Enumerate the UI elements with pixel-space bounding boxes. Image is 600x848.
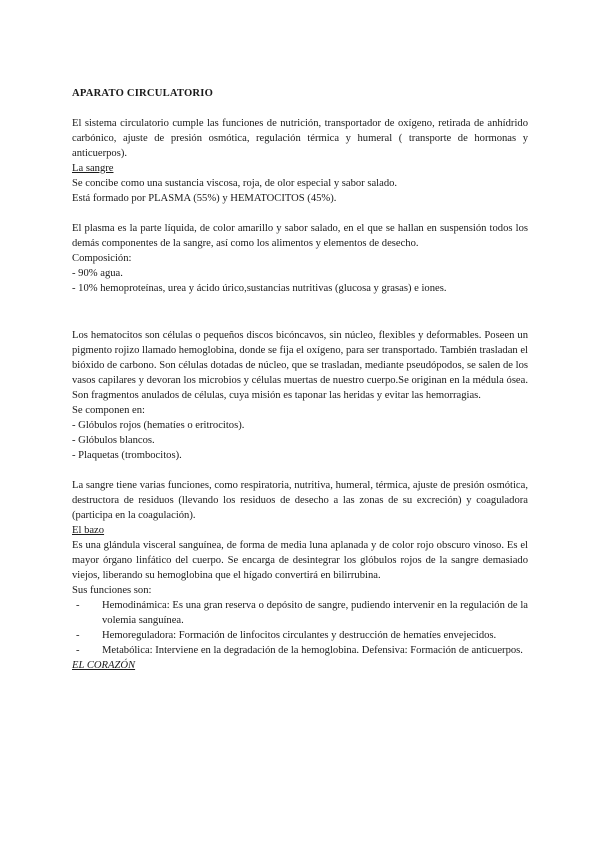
componente-globulos-blancos: - Glóbulos blancos. [72, 435, 155, 446]
list-dash: - [76, 645, 80, 656]
list-item [72, 598, 528, 628]
list-item [72, 643, 528, 658]
componente-plaquetas: - Plaquetas (trombocitos). [72, 450, 182, 461]
bazo-paragraph: Es una glándula visceral sanguínea, de forma de media luna aplanada y de color rojo obscuro vinoso. Es el mayor órgano linfático del cuerpo. Se encarga de desintegrar los glóbulos rojos de la sangre demasiado viejos, liberando su hemoglobina que el hígado convertirá en bilirrubina. [72, 540, 528, 581]
section-heading-corazon: EL CORAZÓN [72, 660, 136, 671]
plasma-paragraph: El plasma es la parte líquida, de color amarillo y sabor salado, en el que se hallan en suspensión todos los demás componentes de la sangre, así como los alimentos y elementos de desecho. [72, 223, 528, 249]
componen-label: Se componen en: [72, 405, 145, 416]
sangre-line-1: Se concibe como una sustancia viscosa, roja, de olor especial y sabor salado. [72, 178, 398, 189]
list-item [72, 628, 528, 643]
hematocitos-paragraph: Los hematocitos son células o pequeños discos bicóncavos, sin núcleo, flexibles y deformables. Poseen un pigmento rojizo llamado hemoglobina, donde se fija el oxígeno, para ser transportado. También trasladan el bióxido de carbono. Son células dotadas de núcleo, que se trasladan, mediante pseudópodos, se salen de los vasos capilares y devoran los microbios y células muertas de nuestro cuerpo.Se originan en la médula ósea. Son fragmentos anulados de células, cuya misión es taponar las heridas y evitar las hemorragias. [72, 330, 528, 401]
composicion-label: Composición: [72, 253, 132, 264]
list-item-text: Metabólica: Interviene en la degradación de la hemoglobina. Defensiva: Formación de anticuerpos. [102, 645, 523, 656]
bazo-funciones-list [72, 598, 528, 658]
list-item-text: Hemoreguladora: Formación de linfocitos circulantes y destrucción de hematíes envejecidos. [102, 630, 497, 641]
section-heading-bazo: El bazo [72, 525, 105, 536]
sangre-line-2: Está formado por PLASMA (55%) y HEMATOCITOS (45%). [72, 193, 337, 204]
composicion-item-1: - 90% agua. [72, 268, 123, 279]
funciones-sangre-paragraph: La sangre tiene varias funciones, como respiratoria, nutritiva, humeral, térmica, ajuste de presión osmótica, destructora de residuos (llevando los residuos de desecho a las zonas de su excreción) y coaguladora (participa en la coagulación). [72, 480, 528, 521]
list-dash: - [76, 630, 80, 641]
componente-globulos-rojos: - Glóbulos rojos (hematíes o eritrocitos). [72, 420, 245, 431]
section-heading-sangre: La sangre [72, 163, 114, 174]
list-dash: - [76, 600, 80, 611]
list-item-text: Hemodinámica: Es una gran reserva o depósito de sangre, pudiendo intervenir en la regulación de la volemia sanguínea. [102, 600, 528, 626]
document-page [72, 86, 528, 673]
bazo-funciones-label: Sus funciones son: [72, 585, 152, 596]
document-title: APARATO CIRCULATORIO [72, 88, 214, 99]
intro-paragraph: El sistema circulatorio cumple las funciones de nutrición, transportador de oxígeno, retirada de anhídrido carbónico, ajuste de presión osmótica, regulación térmica y humeral ( transporte de hormonas y anticuerpos). [72, 118, 528, 159]
composicion-item-2: - 10% hemoproteínas, urea y ácido úrico,sustancias nutritivas (glucosa y grasas) e iones. [72, 283, 447, 294]
